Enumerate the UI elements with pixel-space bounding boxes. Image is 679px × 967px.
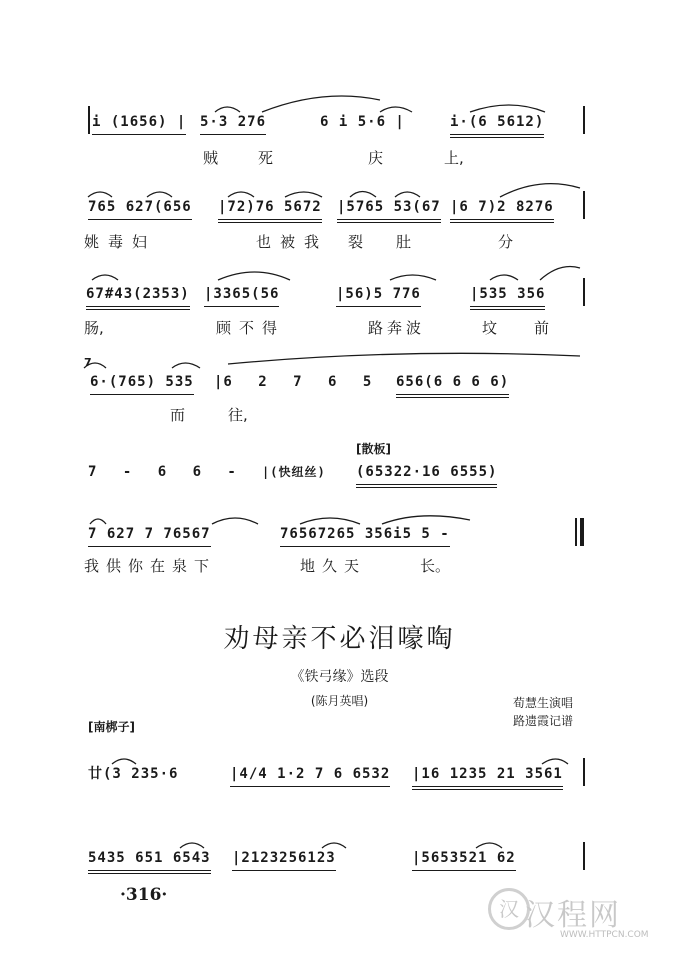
lyric: 路奔波 [368, 319, 426, 337]
notation-segment: |2123256123 [232, 846, 336, 871]
notation-line-3 [0, 282, 679, 306]
song-subtitle: 《铁弓缘》选段 [290, 669, 389, 685]
lyric: 肚 [396, 233, 412, 251]
barline [583, 842, 585, 870]
notation-segment: i (1656) | [92, 110, 186, 135]
notation-line-7 [0, 762, 679, 786]
lyric: 庆 [368, 149, 384, 167]
lyric: 地久天 [300, 557, 367, 575]
singer-credit: 荀慧生演唱 [513, 696, 574, 710]
final-barline [580, 518, 584, 546]
watermark-logo-icon: 汉 [488, 888, 530, 930]
notation-segment: 廿(3 235·6 [88, 766, 179, 782]
notation-credit: 路遗霞记谱 [513, 714, 574, 728]
sanban-mark: [散板] [356, 442, 391, 456]
lyric: 也被我 [256, 233, 329, 251]
performer-note: (陈月英唱) [310, 694, 369, 708]
notation-line-5 [0, 460, 679, 484]
notation-segment: 7 627 7 76567 [88, 522, 211, 547]
barline [88, 106, 90, 134]
notation-line-2 [0, 195, 679, 219]
notation-segment: |5765 53(67 [337, 195, 441, 223]
barline [583, 278, 585, 306]
nanbangzi-mark: [南梆子] [88, 720, 135, 734]
notation-segment: |5653521 62 [412, 846, 516, 871]
notation-segment: i·(6 5612) [450, 110, 544, 138]
grace-note: 7 [84, 356, 92, 369]
lyric: 我供你在泉下 [84, 557, 217, 575]
song-title: 劝母亲不必泪嚎啕 [223, 624, 456, 654]
notation-line-6 [0, 522, 679, 546]
notation-line-4 [0, 356, 679, 394]
notation-segment: 5435 651 6543 [88, 846, 211, 874]
barline [583, 758, 585, 786]
lyric: 前 [534, 319, 550, 337]
notation-segment: (65322·16 6555) [356, 460, 497, 488]
notation-segment: |6 7)2 8276 [450, 195, 554, 223]
lyric: 死 [258, 149, 274, 167]
notation-segment: 7 - 6 6 - [88, 464, 237, 480]
lyric: 姚毒妇 [84, 233, 157, 251]
barline [583, 191, 585, 219]
lyric: 顾不得 [216, 319, 286, 337]
lyric: 而 [170, 406, 186, 424]
lyric: 裂 [348, 233, 364, 251]
notation-segment: 765 627(656 [88, 195, 192, 220]
lyric: 上, [444, 149, 464, 167]
notation-segment: |(快纽丝) [262, 465, 326, 479]
notation-segment: 76567265 356i5 5 - [280, 522, 450, 547]
lyric: 长。 [420, 557, 451, 575]
notation-segment: 6·(765) 535 [90, 370, 194, 395]
lyric: 贼 [203, 149, 219, 167]
lyric: 坟 [482, 319, 498, 337]
notation-segment: 6 i 5·6 | [320, 114, 405, 130]
watermark-url: WWW.HTTPCN.COM [560, 930, 649, 940]
notation-segment: |72)76 5672 [218, 195, 322, 223]
page-number: ·316· [120, 885, 168, 905]
notation-segment: |6 2 7 6 5 [214, 374, 373, 390]
notation-segment: |56)5 776 [336, 282, 421, 307]
notation-line-8 [0, 846, 679, 870]
barline [583, 106, 585, 134]
notation-segment: |3365(56 [204, 282, 279, 307]
watermark-text: 汉程网 [525, 898, 621, 933]
barline [575, 518, 577, 546]
notation-segment: 5·3 276 [200, 110, 266, 135]
lyric: 往, [228, 406, 248, 424]
notation-segment: 67#43(2353) [86, 282, 190, 310]
notation-segment: |535 356 [470, 282, 545, 310]
notation-segment: |4/4 1·2 7 6 6532 [230, 762, 390, 787]
lyric: 分 [498, 233, 514, 251]
notation-segment: 656(6 6 6 6) [396, 370, 509, 398]
notation-segment: |16 1235 21 3561 [412, 762, 563, 790]
notation-line-1 [0, 110, 679, 134]
lyric: 肠, [84, 319, 104, 337]
